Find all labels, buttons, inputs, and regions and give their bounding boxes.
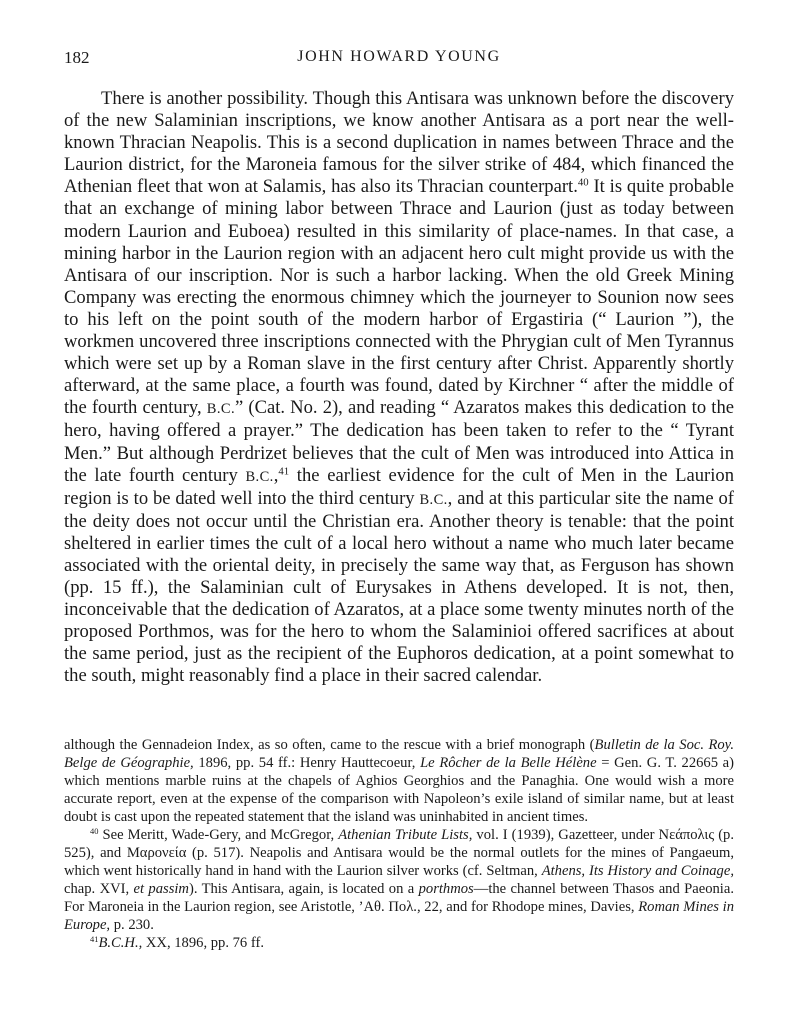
footnote-number: 41	[90, 933, 99, 944]
footnote-text-run: p. 230.	[110, 917, 154, 933]
body-text-run: ,	[273, 464, 279, 486]
footnote-text-run: = Gen. G. T. 22665 a) which mentions marble ruins at the chapels of Aghios Georghios and the Panaghia. One would wish a more accurate report, even at the expense of the comparison with Napoleon’s exile island of similar name, but at least doubt is cast upon the repeated statement that the island was uninhabited in ancient times.	[64, 755, 735, 825]
body-text-run: It is quite probable that an exchange of mining labor between Thrace and Laurion (just as today between modern Laurion and Euboea) resulted in this similarity of place-names. In that case, a mining harbor in the Laurion region with an adjacent hero cult might provide us with the Antisara of our inscription. Nor is such a harbor lacking. When the old Greek Mining Company was erecting the enormous chimney which the journeyer to Sounion now sees to his left on the point south of the modern harbor of Ergastiria (“ Laurion ”), the workmen uncovered three inscriptions connected with the Phrygian cult of Men Tyrannus which were set up by a Roman slave in the first century after Christ. Apparently shortly afterward, at the same place, a fourth was found, dated by Kirchner “ after the middle of the fourth century,	[64, 176, 734, 419]
footnote-text-run: —the channel between Thasos and Paeonia. For Maroneia in the Laurion region, see Aristotle, ’Αθ. Πολ., 22, and for Rhodope mines, Davies,	[64, 881, 734, 915]
footnotes	[64, 736, 734, 952]
footnote-ref-40: 40	[577, 176, 589, 189]
footnote-text-run: chap. XVI,	[64, 881, 134, 897]
body-text-run: There is another possibility. Though this Antisara was unknown before the discovery of the new Salaminian inscriptions, we know another Antisara as a port near the well-known Thracian Neapolis. This is a second duplication in names between Thrace and the Laurion district, for the Maroneia famous for the silver strike of 484, which financed the Athenian fleet that won at Salamis, has also its Thracian counterpart.	[64, 88, 734, 198]
body-text-run: , and at this particular site the name of the deity does not occur until the Christian era. Another theory is tenable: that the point sheltered in earlier times the cult of a local hero without a name who much later became associated with the oriental deity, in precisely the same way that, as Ferguson has shown (pp. 15 ff.), the Salaminian cult of Eurysakes in Athens developed. It is not, then, inconceivable that the dedication of Azaratos, at a place some twenty minutes north of the proposed Porthmos, was for the hero to whom the Salaminioi offered sacrifices at about the same period, just as the recipient of the Euphoros dedication, at a point somewhat to the south, might reasonably find a place in their sacred calendar.	[64, 487, 734, 687]
footnote-continuation	[64, 736, 734, 826]
footnote-text-run: although the Gennadeion Index, as so often, came to the rescue with a brief monograph (	[64, 737, 595, 753]
footnote-number: 40	[90, 825, 99, 836]
era-abbreviation: B.C.	[419, 491, 448, 508]
footnote-text-run: See Meritt, Wade-Gery, and McGregor,	[98, 827, 339, 843]
footnote-text-run: 1896, pp. 54 ff.: Henry Hauttecoeur,	[193, 755, 421, 771]
era-abbreviation: B.C.	[245, 468, 274, 485]
running-title: JOHN HOWARD YOUNG	[297, 48, 501, 65]
footnote-41	[64, 934, 734, 952]
footnote-40	[64, 826, 734, 934]
body-paragraph	[64, 88, 734, 688]
citation-title: Bulletin de la Soc. Roy. Belge de Géographie,	[64, 737, 734, 771]
citation-title: Le Rôcher de la Belle Hélène	[420, 755, 597, 771]
body-text-run: the earliest evidence for the cult of Men in the Laurion region is to be dated well into the third century	[64, 464, 734, 509]
footnote-ref-41: 41	[278, 465, 290, 478]
footnote-text-run: ). This Antisara, again, is located on a	[188, 881, 419, 897]
citation-title: Athens, Its History and Coinage,	[541, 863, 734, 879]
era-abbreviation: B.C.	[206, 401, 235, 418]
footnote-text-run: XX, 1896, pp. 76 ff.	[142, 935, 264, 951]
citation-title: B.C.H.,	[98, 935, 143, 951]
citation-title: Athenian Tribute Lists,	[338, 827, 473, 843]
page-header	[64, 48, 734, 74]
page-number: 182	[64, 48, 90, 67]
citation-title: Roman Mines in Europe,	[64, 899, 734, 933]
body-text	[64, 88, 734, 688]
footnote-text-run: vol. I (1939), Gazetteer, under Νεάπολις (p. 525), and Μαρονεία (p. 517). Neapolis and Antisara would be the normal outlets for the mines of Pangaeum, which went historically hand in hand with the Laurion silver works (cf. Seltman,	[64, 827, 734, 879]
body-text-run: ” (Cat. No. 2), and reading “ Azaratos makes this dedication to the hero, having offered a prayer.” The dedication has been taken to refer to the “ Tyrant Men.” But although Perdrizet believes that the cult of Men was introduced into Attica in the late fourth century	[64, 397, 734, 486]
citation-title: porthmos	[418, 881, 474, 897]
citation-title: et passim	[133, 881, 189, 897]
